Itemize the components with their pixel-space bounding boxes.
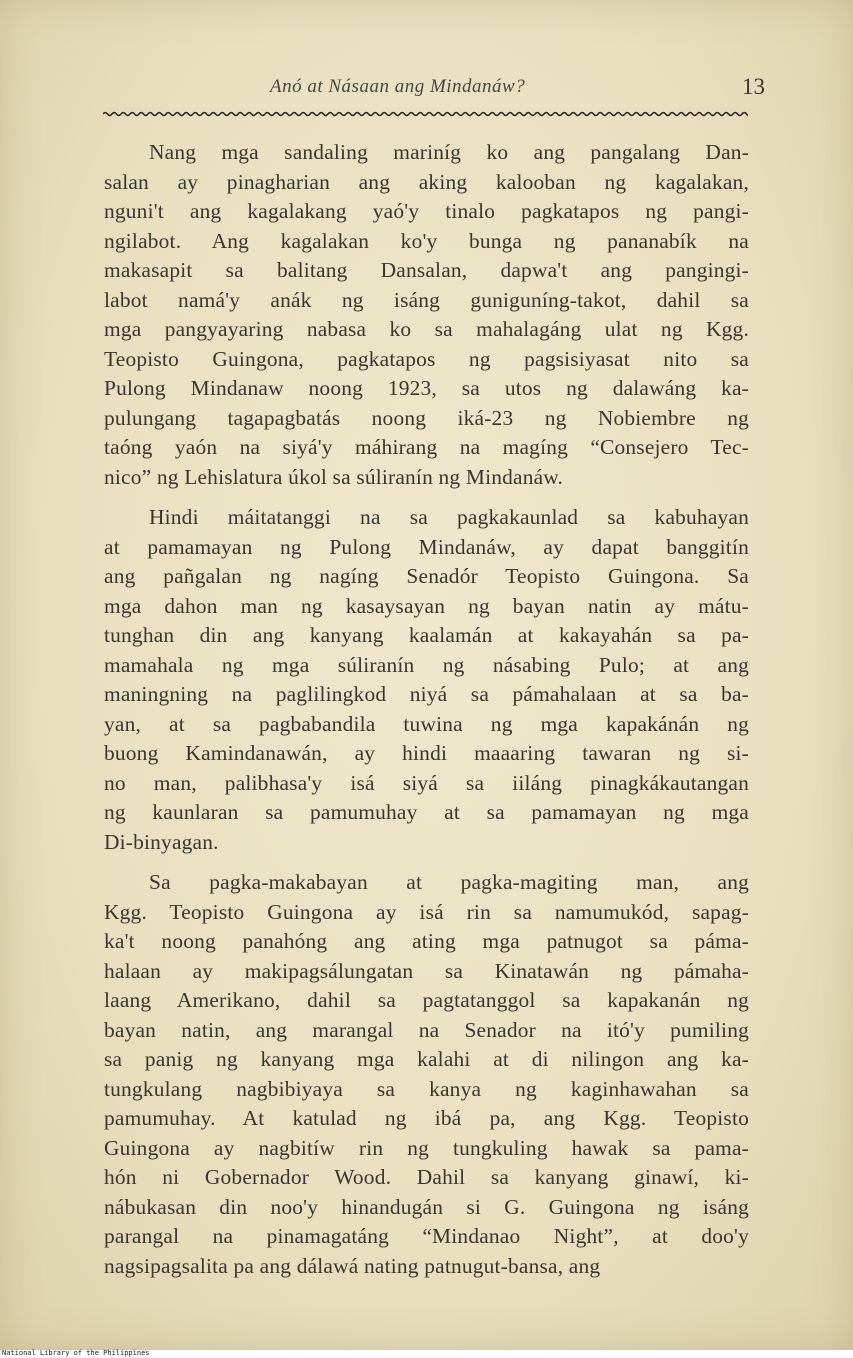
text-line: Pulong Mindanaw noong 1923, sa utos ng dalawáng ka- — [104, 376, 749, 400]
text-line: nguni't ang kagalakang yaó'y tinalo pagkatapos ng pangi- — [104, 199, 749, 223]
text-line: maningning na paglilingkod niyá sa pámahalaan at sa ba- — [104, 682, 749, 706]
text-line: Kgg. Teopisto Guingona ay isá rin sa namumukód, sapag- — [104, 899, 749, 924]
text-line: mga dahon man ng kasaysayan ng bayan natin ay mátu- — [104, 593, 749, 618]
text-line: at pamamayan ng Pulong Mindanáw, ay dapat banggitín — [104, 534, 749, 559]
text-line: salan ay pinagharian ang aking kalooban ng kagalakan, — [104, 169, 749, 194]
text-line: mga pangyayaring nabasa ko sa mahalagáng ulat ng Kgg. — [104, 317, 749, 341]
paragraph — [104, 503, 749, 857]
body-text — [104, 138, 749, 1281]
text-line: yan, at sa pagbabandila tuwina ng mga kapakánán ng — [104, 711, 749, 736]
paragraph-gap — [104, 857, 749, 868]
text-line: halaan ay makipagsálungatan sa Kinatawán ng pámaha- — [104, 958, 749, 983]
footer-credit-bar — [0, 1350, 853, 1358]
text-line: tungkulang nagbibiyaya sa kanya ng kaginhawahan sa — [104, 1076, 749, 1101]
text-line: bayan natin, ang marangal na Senador na itó'y pumiling — [104, 1017, 749, 1042]
text-line: taóng yaón na siyá'y máhirang na magíng “Consejero Tec- — [104, 435, 749, 459]
text-line: tunghan din ang kanyang kaalamán at kakayahán sa pa- — [104, 623, 749, 647]
text-line: ngilabot. Ang kagalakan ko'y bunga ng pananabík na — [104, 228, 749, 253]
text-line: ang pañgalan ng nagíng Senadór Teopisto Guingona. Sa — [104, 564, 749, 588]
text-line: pulungang tagapagbatás noong iká-23 ng Nobiembre ng — [104, 405, 749, 430]
text-line: mamahala ng mga súliranín ng násabing Pulo; at ang — [104, 652, 749, 677]
running-title: Anó at Násaan ang Mindanáw? — [270, 76, 526, 97]
paragraph-gap — [104, 492, 749, 503]
text-line: Di-binyagan. — [104, 829, 219, 854]
running-head — [100, 74, 765, 104]
text-line: labot namá'y anák ng isáng guniguníng-takot, dahil sa — [104, 287, 749, 312]
paragraph — [104, 138, 749, 492]
text-line: Hindi máitatanggi na sa pagkakaunlad sa kabuhayan — [149, 505, 749, 529]
text-line: Teopisto Guingona, pagkatapos ng pagsisiyasat nito sa — [104, 346, 749, 371]
text-line: no man, palibhasa'y isá siyá sa iiláng pinagkákautangan — [104, 770, 749, 795]
decorative-wavy-rule — [103, 108, 748, 120]
text-line: Guingona ay nagbitíw rin ng tungkuling hawak sa pama- — [104, 1135, 749, 1160]
text-line: nábukasan din noo'y hinandugán si G. Guingona ng isáng — [104, 1194, 749, 1219]
text-line: nagsipagsalita pa ang dálawá nating patnugut-bansa, ang — [104, 1253, 601, 1278]
text-line: ng kaunlaran sa pamumuhay at sa pamamayan ng mga — [104, 800, 749, 824]
text-line: Sa pagka-makabayan at pagka-magiting man, ang — [149, 870, 749, 894]
text-line: parangal na pinamagatáng “Mindanao Night”, at doo'y — [104, 1224, 749, 1248]
paragraph — [104, 868, 749, 1281]
text-line: pamumuhay. At katulad ng ibá pa, ang Kgg. Teopisto — [104, 1106, 749, 1130]
text-line: hón ni Gobernador Wood. Dahil sa kanyang ginawí, ki- — [104, 1165, 749, 1189]
text-line: sa panig ng kanyang mga kalahi at di nilingon ang ka- — [104, 1047, 749, 1071]
page-number: 13 — [742, 74, 765, 99]
text-line: nico” ng Lehislatura úkol sa súliranín ng Mindanáw. — [104, 464, 564, 489]
text-line: Nang mga sandaling mariníg ko ang pangalang Dan- — [149, 140, 749, 164]
text-line: buong Kamindanawán, ay hindi maaaring tawaran ng si- — [104, 741, 749, 765]
footer-credit: National Library of the Philippines — [2, 1349, 150, 1357]
text-line: ka't noong panahóng ang ating mga patnugot sa páma- — [104, 929, 749, 953]
text-line: laang Amerikano, dahil sa pagtatanggol sa kapakanán ng — [104, 988, 749, 1012]
wavy-rule-icon — [103, 108, 748, 120]
text-line: makasapit sa balitang Dansalan, dapwa't ang pangingi- — [104, 258, 749, 282]
